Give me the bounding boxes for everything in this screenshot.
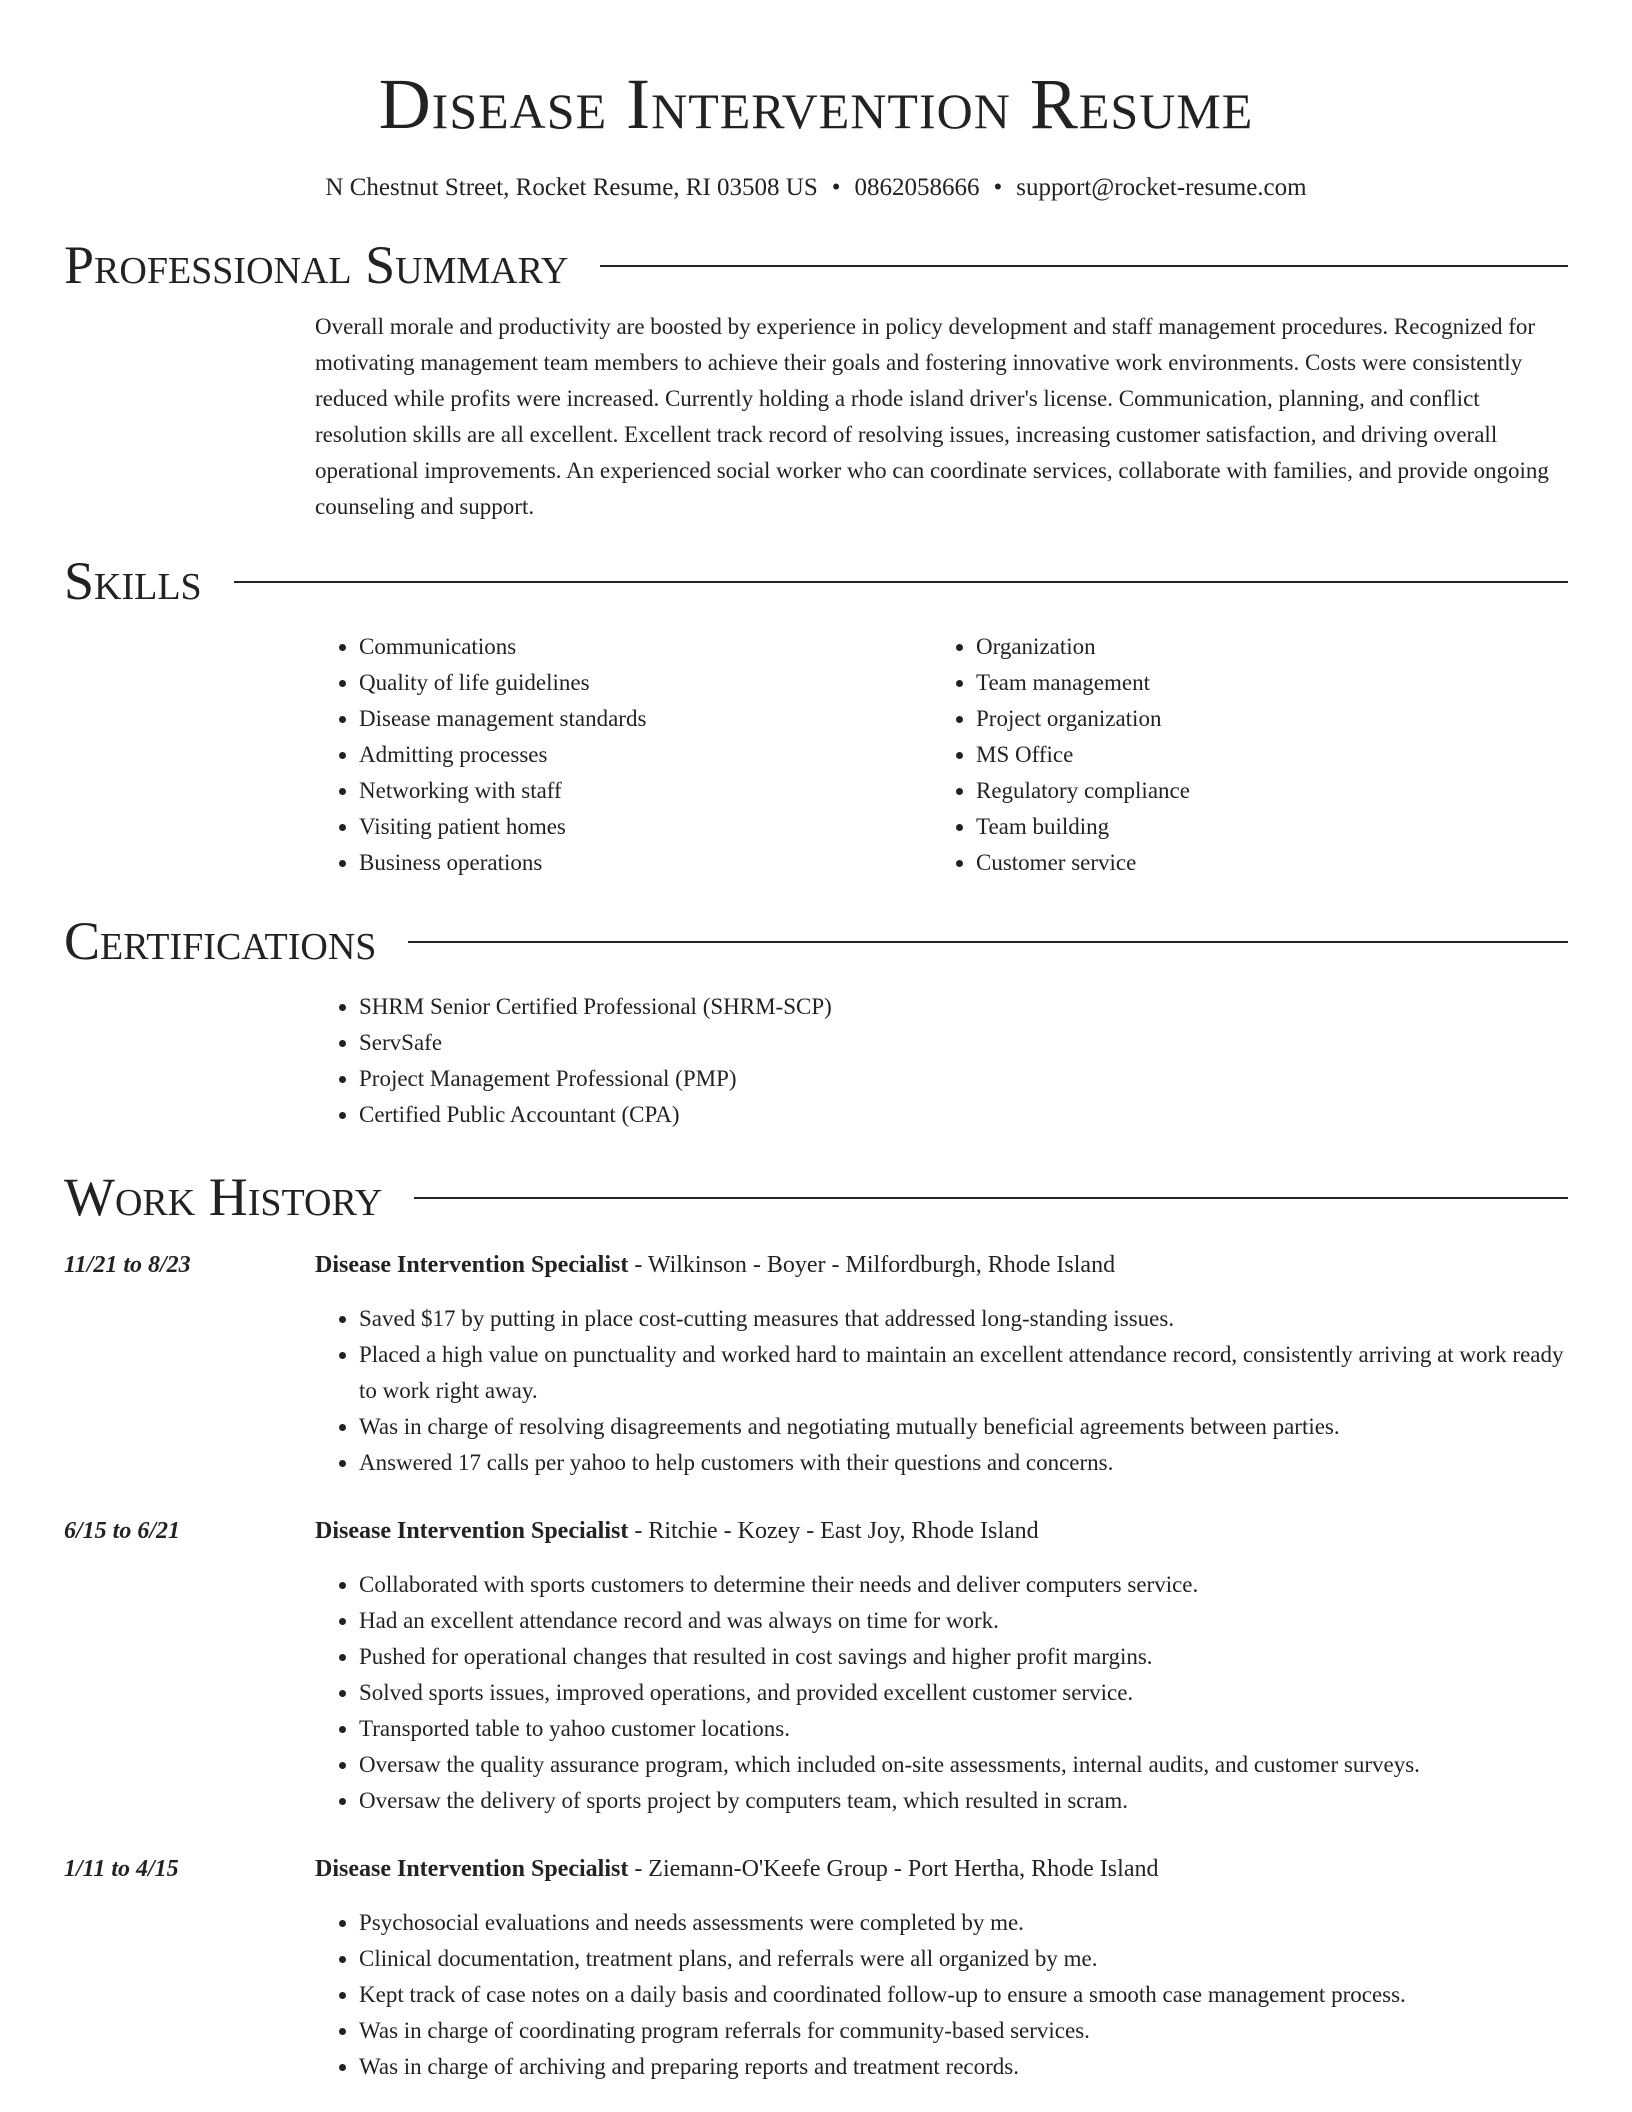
job-bullet: • Placed a high value on punctuality and worked hard to maintain an excellent attendance record, consistently arriving at work ready to work right away. bbox=[359, 1337, 1568, 1409]
job-employer: - Wilkinson - Boyer - Milfordburgh, Rhode Island bbox=[628, 1252, 1116, 1278]
job-title bbox=[315, 1247, 1115, 1283]
skill-item: • Business operations bbox=[359, 845, 932, 881]
skill-item: • Visiting patient homes bbox=[359, 809, 932, 845]
summary-body bbox=[315, 309, 1568, 525]
skill-item: • Project organization bbox=[976, 701, 1549, 737]
section-divider bbox=[600, 265, 1568, 267]
job-dates: 6/15 to 6/21 bbox=[64, 1518, 181, 1544]
job-header bbox=[64, 1851, 1568, 1887]
job-bullet: • Had an excellent attendance record and was always on time for work. bbox=[359, 1603, 1568, 1639]
certification-item: • Project Management Professional (PMP) bbox=[359, 1061, 1568, 1097]
job-dates: 11/21 to 8/23 bbox=[64, 1252, 191, 1278]
skill-item: • Organization bbox=[976, 629, 1549, 665]
contact-line bbox=[64, 172, 1568, 204]
summary-heading: Professional Summary bbox=[64, 235, 569, 295]
skill-item: • Team management bbox=[976, 665, 1549, 701]
skill-item: • Communications bbox=[359, 629, 932, 665]
summary-text: Overall morale and productivity are boosted by experience in policy development and staff management procedures. Recognized for motivating management team members to achieve their goals and fostering innovative work environments. Costs were consistently reduced while profits were increased. Currently holding a rhode island driver's license. Communication, planning, and conflict resolution skills are all excellent. Excellent track record of resolving issues, increasing customer satisfaction, and driving overall operational improvements. An experienced social worker who can coordinate services, collaborate with families, and provide ongoing counseling and support. bbox=[315, 314, 1549, 519]
job-bullet: • Oversaw the delivery of sports project by computers team, which resulted in scram. bbox=[359, 1783, 1568, 1819]
skill-item: • Networking with staff bbox=[359, 773, 932, 809]
work-heading: Work History bbox=[64, 1167, 383, 1227]
skill-item: • Quality of life guidelines bbox=[359, 665, 932, 701]
section-divider bbox=[234, 581, 1568, 583]
job-dates: 1/11 to 4/15 bbox=[64, 1856, 179, 1882]
job-bullet: • Collaborated with sports customers to determine their needs and deliver computers service. bbox=[359, 1567, 1568, 1603]
job-bullet: • Solved sports issues, improved operations, and provided excellent customer service. bbox=[359, 1675, 1568, 1711]
job-bullet: • Clinical documentation, treatment plans, and referrals were all organized by me. bbox=[359, 1941, 1568, 1977]
contact-separator: • bbox=[831, 174, 841, 201]
job-role: Disease Intervention Specialist bbox=[315, 1856, 629, 1882]
job-title bbox=[315, 1513, 1039, 1549]
job-bullets bbox=[315, 1905, 1568, 2085]
contact-phone: 0862058666 bbox=[854, 174, 980, 201]
section-divider bbox=[408, 941, 1568, 943]
certification-item: • SHRM Senior Certified Professional (SHRM-SCP) bbox=[359, 989, 1568, 1025]
job-entry bbox=[64, 1247, 1568, 1481]
job-header bbox=[64, 1247, 1568, 1283]
work-section-header bbox=[64, 1165, 1568, 1229]
resume-title: Disease Intervention Resume bbox=[378, 64, 1254, 144]
job-bullet: • Was in charge of archiving and preparing reports and treatment records. bbox=[359, 2049, 1568, 2085]
skills-left-column bbox=[315, 629, 932, 881]
job-bullet: • Saved $17 by putting in place cost-cutting measures that addressed long-standing issues. bbox=[359, 1301, 1568, 1337]
certifications-heading: Certifications bbox=[64, 911, 377, 971]
skill-item: • Disease management standards bbox=[359, 701, 932, 737]
job-header bbox=[64, 1513, 1568, 1549]
job-bullet: • Transported table to yahoo customer locations. bbox=[359, 1711, 1568, 1747]
job-bullet: • Pushed for operational changes that resulted in cost savings and higher profit margins. bbox=[359, 1639, 1568, 1675]
job-bullet: • Psychosocial evaluations and needs assessments were completed by me. bbox=[359, 1905, 1568, 1941]
certification-item: • ServSafe bbox=[359, 1025, 1568, 1061]
job-title bbox=[315, 1851, 1158, 1887]
skill-item: • Regulatory compliance bbox=[976, 773, 1549, 809]
job-bullet: • Kept track of case notes on a daily basis and coordinated follow-up to ensure a smooth case management process. bbox=[359, 1977, 1568, 2013]
section-divider bbox=[414, 1197, 1568, 1199]
certification-item: • Certified Public Accountant (CPA) bbox=[359, 1097, 1568, 1133]
job-entry bbox=[64, 1851, 1568, 2085]
summary-section-header bbox=[64, 233, 1568, 297]
skill-item: • Customer service bbox=[976, 845, 1549, 881]
job-employer: - Ziemann-O'Keefe Group - Port Hertha, Rhode Island bbox=[628, 1856, 1159, 1882]
job-bullet: • Was in charge of resolving disagreements and negotiating mutually beneficial agreements between parties. bbox=[359, 1409, 1568, 1445]
skills-right-column bbox=[932, 629, 1549, 881]
job-entry bbox=[64, 1513, 1568, 1819]
job-bullets bbox=[315, 1301, 1568, 1481]
skills-section-header bbox=[64, 549, 1568, 613]
skill-item: • MS Office bbox=[976, 737, 1549, 773]
certifications-section-header bbox=[64, 909, 1568, 973]
job-role: Disease Intervention Specialist bbox=[315, 1252, 629, 1278]
contact-address: N Chestnut Street, Rocket Resume, RI 03508 US bbox=[325, 174, 818, 201]
skills-list bbox=[315, 629, 1568, 881]
certifications-list bbox=[315, 989, 1568, 1133]
job-bullets bbox=[315, 1567, 1568, 1819]
job-bullet: • Answered 17 calls per yahoo to help customers with their questions and concerns. bbox=[359, 1445, 1568, 1481]
skills-heading: Skills bbox=[64, 551, 202, 611]
job-employer: - Ritchie - Kozey - East Joy, Rhode Island bbox=[628, 1518, 1039, 1544]
skill-item: • Admitting processes bbox=[359, 737, 932, 773]
contact-separator: • bbox=[993, 174, 1003, 201]
skill-item: • Team building bbox=[976, 809, 1549, 845]
job-role: Disease Intervention Specialist bbox=[315, 1518, 629, 1544]
job-bullet: • Was in charge of coordinating program referrals for community-based services. bbox=[359, 2013, 1568, 2049]
job-bullet: • Oversaw the quality assurance program, which included on-site assessments, internal audits, and customer surveys. bbox=[359, 1747, 1568, 1783]
contact-email: support@rocket-resume.com bbox=[1016, 174, 1307, 201]
